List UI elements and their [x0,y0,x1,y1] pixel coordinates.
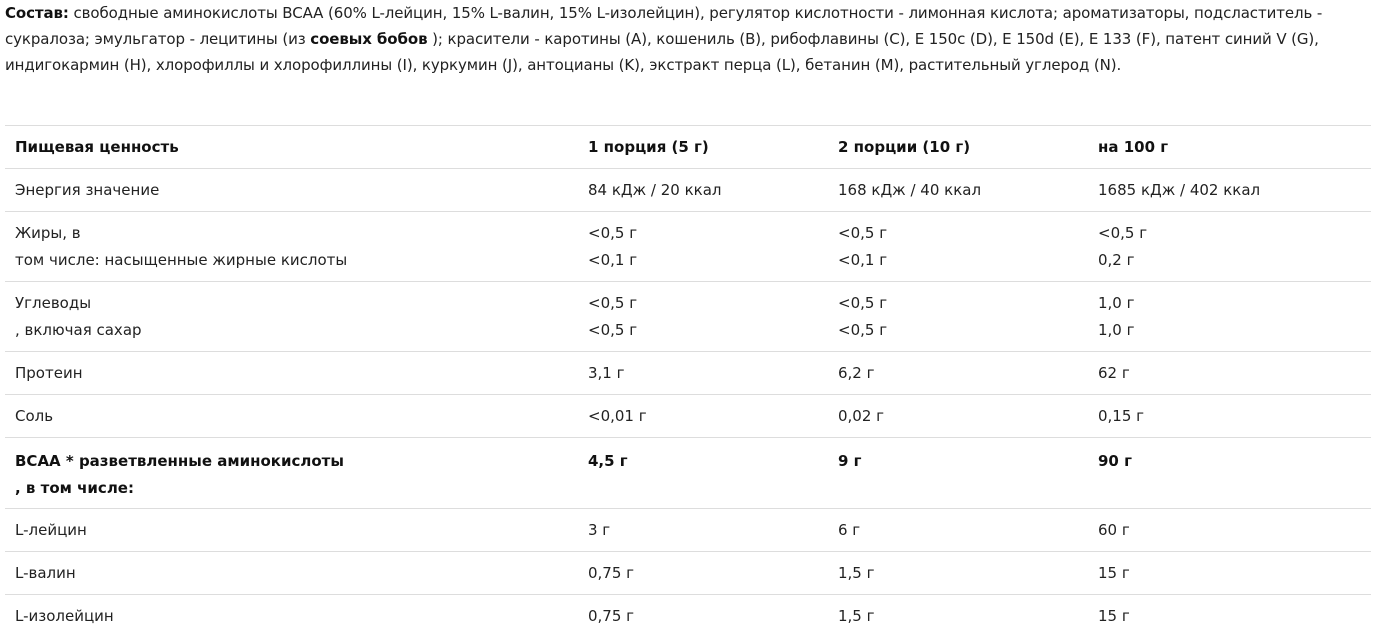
composition-text [5,0,1371,78]
table-row-energy [5,169,1371,212]
bcaa-including-label: , в том числе: [15,479,134,497]
value-per-100g [1088,220,1371,281]
fat-value: <0,5 г [588,224,638,242]
value-1-portion: <0,01 г [588,407,647,425]
row-label: Протеин [15,364,83,382]
composition-part2: ); красители - каротины (A), кошениль (B), рибофлавины (C), E 150c (D), E 150d (E), E 133 (F), патент синий V (G), индигокармин (H), хлорофиллы и хлорофиллины (I), куркумин (J), антоцианы (K), экстракт перца (L), бетанин (M), растительный углерод (N). [5,30,1319,74]
bcaa-label: BCAA * разветвленные аминокислоты [15,452,344,470]
row-label: Энергия значение [15,181,160,199]
value-1-portion: 84 кДж / 20 ккал [588,181,722,199]
saturated-fat-label: том числе: насыщенные жирные кислоты [15,251,348,269]
value-1-portion [578,290,828,351]
value-2-portions: 6 г [838,521,861,539]
sugar-value: 1,0 г [1098,321,1135,339]
value-2-portions [828,220,1088,281]
saturated-fat-value: <0,1 г [588,251,638,269]
header-cell-1-portion: 1 порция (5 г) [588,138,709,156]
row-label: L-лейцин [15,521,87,539]
value-per-100g: 15 г [1098,607,1130,625]
sugar-value: <0,5 г [838,321,888,339]
composition-part1: свободные аминокислоты BCAA (60% L-лейцин, 15% L-валин, 15% L-изолейцин), регулятор кислотности - лимонная кислота; ароматизаторы, подсластитель - сукралоза; эмульгатор - лецитины (из [5,4,1323,48]
sugar-value: <0,5 г [588,321,638,339]
bcaa-value: 90 г [1098,452,1132,470]
value-1-portion: 0,75 г [588,607,635,625]
table-row-salt [5,395,1371,438]
composition-allergen: соевых бобов [310,30,428,48]
table-row-leucine [5,509,1371,552]
value-2-portions: 168 кДж / 40 ккал [838,181,982,199]
value-1-portion [578,220,828,281]
value-per-100g: 1685 кДж / 402 ккал [1098,181,1261,199]
table-row-fat [5,212,1371,282]
row-label [5,448,578,508]
fat-value: <0,5 г [838,224,888,242]
bcaa-value: 9 г [838,452,862,470]
value-1-portion [578,448,828,508]
row-label [5,290,578,351]
carbs-label: Углеводы [15,294,92,312]
row-label [5,220,578,281]
fat-value: <0,5 г [1098,224,1148,242]
value-1-portion: 3 г [588,521,611,539]
table-row-isoleucine [5,595,1371,627]
bcaa-value: 4,5 г [588,452,628,470]
value-2-portions [828,290,1088,351]
value-2-portions: 1,5 г [838,564,875,582]
value-per-100g: 60 г [1098,521,1130,539]
value-per-100g: 15 г [1098,564,1130,582]
value-1-portion: 3,1 г [588,364,625,382]
value-per-100g: 0,15 г [1098,407,1145,425]
row-label: L-валин [15,564,76,582]
header-cell-2-portions: 2 порции (10 г) [838,138,971,156]
saturated-fat-value: <0,1 г [838,251,888,269]
carbs-value: <0,5 г [838,294,888,312]
value-per-100g: 62 г [1098,364,1130,382]
value-per-100g [1088,448,1371,508]
table-row-valine [5,552,1371,595]
table-header-row [5,126,1371,169]
table-row-bcaa [5,438,1371,509]
carbs-value: 1,0 г [1098,294,1135,312]
value-2-portions [828,448,1088,508]
value-1-portion: 0,75 г [588,564,635,582]
row-label: Соль [15,407,54,425]
header-cell-nutrition: Пищевая ценность [15,138,179,156]
header-cell-per-100g: на 100 г [1098,138,1169,156]
row-label: L-изолейцин [15,607,114,625]
sugar-label: , включая сахар [15,321,142,339]
nutrition-table [5,125,1371,627]
saturated-fat-value: 0,2 г [1098,251,1135,269]
value-2-portions: 1,5 г [838,607,875,625]
value-2-portions: 0,02 г [838,407,885,425]
value-2-portions: 6,2 г [838,364,875,382]
value-per-100g [1088,290,1371,351]
carbs-value: <0,5 г [588,294,638,312]
composition-label: Состав: [5,4,69,22]
fat-label: Жиры, в [15,224,81,242]
table-row-protein [5,352,1371,395]
table-row-carbs [5,282,1371,352]
